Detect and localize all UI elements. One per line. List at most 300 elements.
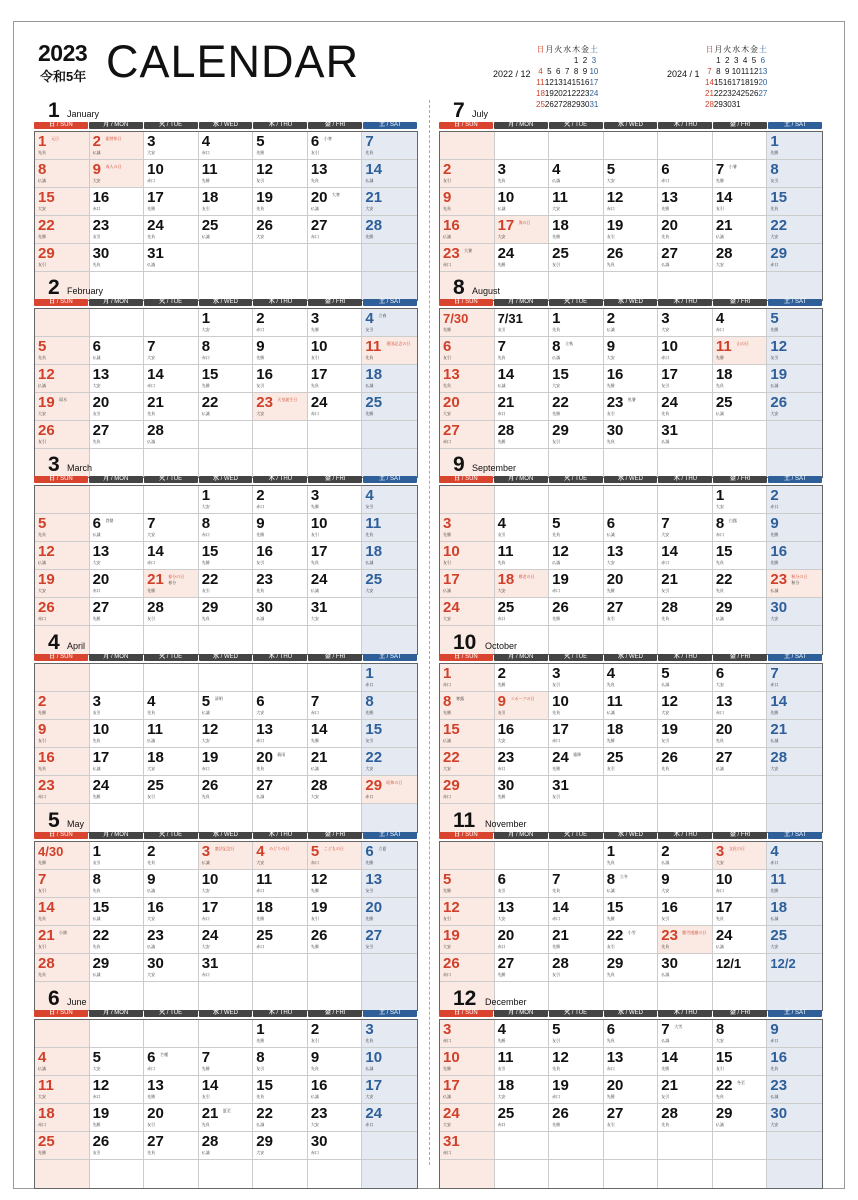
day-cell	[308, 870, 363, 898]
rokuyo-label: 先負	[256, 206, 265, 211]
mini-day: 12	[544, 78, 554, 87]
day-cell	[440, 1132, 495, 1160]
day-cell	[713, 132, 768, 160]
weekday-jp: 水	[213, 832, 220, 838]
day-number: 18	[552, 217, 569, 234]
day-number: 11	[552, 189, 568, 206]
rokuyo-label: 仏滅	[201, 860, 210, 865]
day-cell	[713, 486, 768, 514]
rokuyo-label: 仏滅	[310, 206, 319, 211]
day-cell	[253, 664, 308, 692]
weekday-header-sat	[768, 299, 822, 306]
rokuyo-label: 先勝	[365, 710, 374, 715]
day-cell	[495, 160, 550, 188]
solar-term: 白露	[728, 518, 737, 523]
day-number: 10	[497, 189, 515, 206]
day-cell	[495, 898, 550, 926]
day-number: 3	[552, 665, 561, 682]
day-number: 19	[770, 366, 788, 383]
mini-day: 31	[589, 100, 599, 109]
rokuyo-label: 先勝	[552, 766, 561, 771]
day-cell	[35, 337, 90, 365]
rokuyo-label: 先勝	[552, 616, 561, 621]
day-number: 6	[92, 515, 101, 532]
month-block-july	[439, 101, 823, 301]
day-cell	[362, 132, 417, 160]
day-number: 25	[147, 777, 164, 794]
rokuyo-label: 大安	[552, 206, 561, 211]
day-number: 15	[770, 189, 788, 206]
weekday-en: / WED	[624, 654, 644, 660]
weekday-en: / FRI	[330, 1010, 346, 1016]
day-cell	[440, 244, 495, 272]
day-number: 4	[497, 515, 506, 532]
day-cell	[308, 1076, 363, 1104]
day-cell	[440, 421, 495, 449]
mini-day: 8	[716, 67, 721, 76]
rokuyo-label: 仏滅	[606, 888, 615, 893]
day-cell	[495, 365, 550, 393]
weekday-en: / TUE	[165, 476, 183, 482]
day-number: 25	[606, 749, 624, 766]
holiday-name: 敬老の日	[518, 574, 535, 579]
day-cell	[144, 1048, 199, 1076]
rokuyo-label: 先勝	[443, 327, 451, 332]
weekday-jp: 木	[673, 832, 680, 838]
weekday-header-mon	[89, 122, 143, 129]
day-cell	[767, 776, 822, 804]
rokuyo-label: 先勝	[606, 588, 615, 593]
rokuyo-label: 仏滅	[497, 206, 506, 211]
mini-weekday: 月	[714, 45, 723, 54]
day-cell	[713, 1104, 768, 1132]
weekday-en: / SAT	[384, 299, 402, 305]
day-number: 27	[92, 599, 110, 616]
day-number: 29	[770, 245, 788, 262]
mini-day: 12	[749, 67, 759, 76]
day-number: 28	[201, 1133, 219, 1150]
mini-day: 22	[571, 89, 581, 98]
rokuyo-label: 大安	[147, 766, 156, 771]
calendar-era: 令和5年	[40, 69, 87, 84]
month-name: May	[67, 819, 85, 829]
weekday-jp: 水	[618, 299, 625, 305]
day-number: 29	[201, 599, 219, 616]
rokuyo-label: 大安	[310, 794, 319, 799]
weekday-header-thu	[253, 654, 307, 661]
rokuyo-label: 友引	[715, 206, 724, 211]
weekday-header-fri	[308, 476, 362, 483]
day-cell	[253, 365, 308, 393]
day-number: 2	[606, 310, 616, 327]
day-cell	[549, 898, 604, 926]
rokuyo-label: 友引	[38, 944, 46, 949]
day-cell	[495, 720, 550, 748]
day-cell	[90, 870, 145, 898]
weekday-en: / WED	[219, 1010, 239, 1016]
rokuyo-label: 先勝	[256, 532, 265, 537]
day-cell	[35, 570, 90, 598]
month-header	[34, 101, 418, 122]
day-cell	[549, 926, 604, 954]
weekday-en: / THU	[274, 122, 293, 128]
rokuyo-label: 赤口	[310, 1150, 319, 1155]
day-number: 18	[365, 543, 383, 560]
weekday-header-sun	[34, 1010, 88, 1017]
day-cell	[440, 776, 495, 804]
rokuyo-label: 先勝	[256, 355, 265, 360]
rokuyo-label: 仏滅	[497, 383, 506, 388]
weekday-en: / MON	[109, 1010, 129, 1016]
rokuyo-label: 赤口	[715, 532, 724, 537]
rokuyo-label: 先負	[606, 262, 615, 267]
day-number: 1	[201, 487, 211, 504]
day-number: 31	[443, 1133, 460, 1150]
day-cell	[362, 542, 417, 570]
day-cell	[713, 160, 768, 188]
day-number: 31	[552, 777, 569, 794]
mini-weekday: 土	[758, 45, 767, 54]
day-number: 18	[256, 899, 273, 916]
day-number: 2	[38, 693, 47, 710]
day-number: 20	[256, 749, 273, 766]
rokuyo-label: 大安	[365, 206, 374, 211]
rokuyo-label: 友引	[38, 439, 46, 444]
day-number: 22	[715, 1077, 733, 1094]
rokuyo-label: 先勝	[256, 1038, 265, 1043]
rokuyo-label: 先勝	[497, 794, 506, 799]
day-number: 5	[256, 133, 265, 150]
day-number: 22	[92, 927, 110, 944]
day-cell	[495, 188, 550, 216]
rokuyo-label: 先負	[606, 972, 615, 977]
day-number: 17	[661, 366, 678, 383]
weekday-jp: 土	[378, 832, 385, 838]
day-cell	[253, 842, 308, 870]
weekday-header-tue	[549, 476, 603, 483]
day-cell	[362, 1160, 417, 1188]
day-cell	[658, 842, 713, 870]
rokuyo-label: 先勝	[365, 411, 374, 416]
day-cell	[495, 748, 550, 776]
day-number: 27	[310, 217, 328, 234]
day-number: 24	[92, 777, 110, 794]
day-number: 16	[38, 749, 55, 766]
holiday-name: 元日	[51, 136, 59, 141]
rokuyo-label: 先勝	[443, 710, 451, 715]
day-cell	[35, 542, 90, 570]
day-number: 30	[310, 1133, 328, 1150]
weekday-jp: 月	[103, 476, 110, 482]
rokuyo-label: 友引	[606, 616, 615, 621]
weekday-en: / TUE	[570, 1010, 588, 1016]
mini-day: 2	[582, 56, 588, 65]
day-number: 11	[715, 338, 732, 355]
day-cell	[199, 542, 254, 570]
month-number: 1	[48, 99, 60, 122]
day-cell	[253, 720, 308, 748]
day-cell	[35, 160, 90, 188]
day-cell	[658, 188, 713, 216]
rokuyo-label: 仏滅	[661, 439, 670, 444]
weekday-jp: 水	[618, 832, 625, 838]
mini-day: 17	[731, 78, 741, 87]
day-number: 9	[256, 515, 265, 532]
rokuyo-label: 先負	[552, 532, 561, 537]
day-number: 27	[365, 927, 383, 944]
day-number: 13	[661, 189, 678, 206]
weekday-header-fri	[713, 476, 767, 483]
rokuyo-label: 友引	[552, 262, 561, 267]
day-cell	[35, 486, 90, 514]
day-number: 16	[256, 366, 273, 383]
day-cell	[549, 570, 604, 598]
day-number: 9	[147, 871, 156, 888]
day-cell	[713, 421, 768, 449]
month-number: 2	[48, 276, 60, 299]
rokuyo-label: 大安	[770, 411, 779, 416]
month-grid	[34, 841, 418, 1011]
day-cell	[199, 1160, 254, 1188]
day-cell	[199, 132, 254, 160]
rokuyo-label: 先勝	[310, 504, 319, 509]
rokuyo-label: 大安	[770, 944, 779, 949]
rokuyo-label: 友引	[552, 1038, 561, 1043]
day-cell	[90, 160, 145, 188]
weekday-jp: 月	[103, 654, 110, 660]
day-cell	[308, 842, 363, 870]
mini-day: 1	[573, 56, 579, 65]
day-cell	[767, 926, 822, 954]
rokuyo-label: 赤口	[661, 178, 670, 183]
day-number: 26	[92, 1133, 110, 1150]
day-cell	[549, 132, 604, 160]
day-cell	[658, 720, 713, 748]
rokuyo-label: 仏滅	[92, 532, 101, 537]
weekday-jp: 水	[213, 654, 220, 660]
day-number: 20	[715, 721, 733, 738]
rokuyo-label: 大安	[606, 560, 615, 565]
mini-day: 15	[571, 78, 581, 87]
mini-day: 27	[553, 100, 563, 109]
rokuyo-label: 仏滅	[606, 532, 615, 537]
mini-day: 16	[580, 78, 590, 87]
day-number: 3	[365, 1021, 374, 1038]
day-number: 12	[770, 338, 788, 355]
rokuyo-label: 大安	[443, 944, 451, 949]
weekday-header-sat	[363, 476, 417, 483]
day-number: 27	[256, 777, 273, 794]
day-cell	[604, 542, 659, 570]
weekday-jp: 水	[618, 476, 625, 482]
day-cell	[199, 692, 254, 720]
rokuyo-label: 赤口	[552, 1094, 561, 1099]
day-number: 12	[201, 721, 219, 738]
weekday-header-thu	[658, 476, 712, 483]
rokuyo-label: 赤口	[443, 682, 451, 687]
day-cell	[35, 1020, 90, 1048]
rokuyo-label: 大安	[443, 616, 451, 621]
day-cell	[495, 1132, 550, 1160]
mini-weekday: 日	[705, 45, 714, 54]
rokuyo-label: 大安	[38, 1094, 46, 1099]
day-number: 23	[443, 245, 460, 262]
month-header	[439, 633, 823, 654]
rokuyo-label: 赤口	[606, 206, 615, 211]
holiday-name: こどもの日	[323, 846, 344, 851]
rokuyo-label: 先勝	[770, 532, 779, 537]
day-cell	[308, 132, 363, 160]
day-cell	[767, 1048, 822, 1076]
day-cell	[199, 421, 254, 449]
day-cell	[308, 926, 363, 954]
holiday-name: 成人の日	[105, 164, 122, 169]
day-cell	[767, 898, 822, 926]
rokuyo-label: 大安	[310, 1122, 319, 1127]
day-cell	[362, 188, 417, 216]
mini-day: 16	[722, 78, 732, 87]
rokuyo-label: 仏滅	[770, 588, 779, 593]
rokuyo-label: 先負	[552, 1066, 561, 1071]
day-cell	[767, 842, 822, 870]
day-cell	[549, 160, 604, 188]
weekday-header-thu	[253, 476, 307, 483]
day-cell	[549, 598, 604, 626]
day-cell	[144, 692, 199, 720]
day-number: 27	[606, 1105, 624, 1122]
rokuyo-label: 先負	[552, 710, 561, 715]
day-cell	[495, 1076, 550, 1104]
day-number: 10	[310, 515, 328, 532]
day-cell	[35, 664, 90, 692]
day-number: 18	[365, 366, 383, 383]
day-cell	[90, 542, 145, 570]
day-number: 8	[443, 693, 452, 710]
day-cell	[362, 1020, 417, 1048]
rokuyo-label: 赤口	[92, 206, 101, 211]
weekday-en: / FRI	[330, 122, 346, 128]
day-cell	[658, 954, 713, 982]
day-number: 27	[92, 422, 110, 439]
rokuyo-label: 先負	[661, 766, 670, 771]
mini-day: 24	[731, 89, 741, 98]
rokuyo-label: 先勝	[606, 383, 615, 388]
month-name: February	[67, 286, 104, 296]
day-number: 7	[38, 871, 47, 888]
day-number: 2	[443, 161, 452, 178]
column-divider	[429, 100, 430, 1165]
day-number: 9	[770, 1021, 779, 1038]
day-number: 7	[365, 133, 374, 150]
day-number: 25	[201, 217, 219, 234]
day-number: 10	[443, 543, 460, 560]
day-cell	[440, 542, 495, 570]
day-cell	[90, 954, 145, 982]
weekday-header-tue	[144, 1010, 198, 1017]
mini-day: 26	[749, 89, 759, 98]
weekday-jp: 水	[618, 122, 625, 128]
weekday-en: / THU	[679, 654, 698, 660]
day-number: 25	[497, 1105, 515, 1122]
rokuyo-label: 先負	[38, 972, 46, 977]
mini-day: 6	[556, 67, 561, 76]
month-grid	[34, 131, 418, 301]
rokuyo-label: 友引	[661, 738, 670, 743]
day-cell	[604, 598, 659, 626]
day-cell	[604, 1048, 659, 1076]
rokuyo-label: 先負	[38, 355, 46, 360]
mini-day: 25	[536, 100, 545, 109]
day-cell	[253, 926, 308, 954]
weekday-jp: 金	[729, 122, 736, 128]
weekday-header-row	[439, 122, 823, 129]
weekday-en: / SUN	[460, 476, 478, 482]
weekday-jp: 月	[508, 299, 515, 305]
weekday-en: / THU	[274, 476, 293, 482]
rokuyo-label: 先勝	[497, 262, 506, 267]
day-number: 29	[365, 777, 383, 794]
weekday-header-thu	[253, 122, 307, 129]
weekday-en: / FRI	[735, 832, 751, 838]
day-number: 14	[497, 366, 515, 383]
day-cell	[35, 870, 90, 898]
day-cell	[253, 954, 308, 982]
day-cell	[199, 570, 254, 598]
day-cell	[253, 692, 308, 720]
day-number: 28	[147, 599, 164, 616]
day-cell	[658, 542, 713, 570]
day-cell	[90, 337, 145, 365]
weekday-jp: 金	[324, 476, 331, 482]
day-number: 18	[147, 749, 164, 766]
day-number: 26	[310, 927, 328, 944]
day-cell	[549, 1132, 604, 1160]
day-number: 24	[201, 927, 219, 944]
solar-term: 立冬	[619, 874, 628, 879]
rokuyo-label: 大安	[147, 916, 156, 921]
day-number: 14	[147, 366, 164, 383]
day-cell	[308, 1048, 363, 1076]
day-number: 6	[310, 133, 320, 150]
rokuyo-label: 友引	[606, 766, 615, 771]
day-number: 17	[201, 899, 219, 916]
weekday-header-tue	[549, 832, 603, 839]
day-cell	[362, 926, 417, 954]
month-header	[439, 278, 823, 299]
rokuyo-label: 大安	[310, 616, 319, 621]
solar-term: 霜降	[573, 752, 582, 757]
day-number: 19	[92, 1105, 110, 1122]
rokuyo-label: 友引	[497, 532, 506, 537]
weekday-jp: 金	[729, 476, 736, 482]
weekday-jp: 木	[673, 654, 680, 660]
day-number: 21	[661, 571, 678, 588]
day-cell	[658, 421, 713, 449]
rokuyo-label: 友引	[443, 560, 451, 565]
day-number: 20	[147, 1105, 164, 1122]
rokuyo-label: 友引	[497, 888, 506, 893]
rokuyo-label: 仏滅	[770, 1094, 779, 1099]
day-cell	[90, 898, 145, 926]
weekday-jp: 木	[673, 476, 680, 482]
day-number: 14	[661, 1049, 678, 1066]
day-cell	[253, 1048, 308, 1076]
rokuyo-label: 大安	[256, 1150, 265, 1155]
rokuyo-label: 友引	[661, 588, 670, 593]
weekday-header-thu	[253, 299, 307, 306]
rokuyo-label: 先勝	[497, 682, 506, 687]
weekday-en: / SUN	[55, 299, 73, 305]
